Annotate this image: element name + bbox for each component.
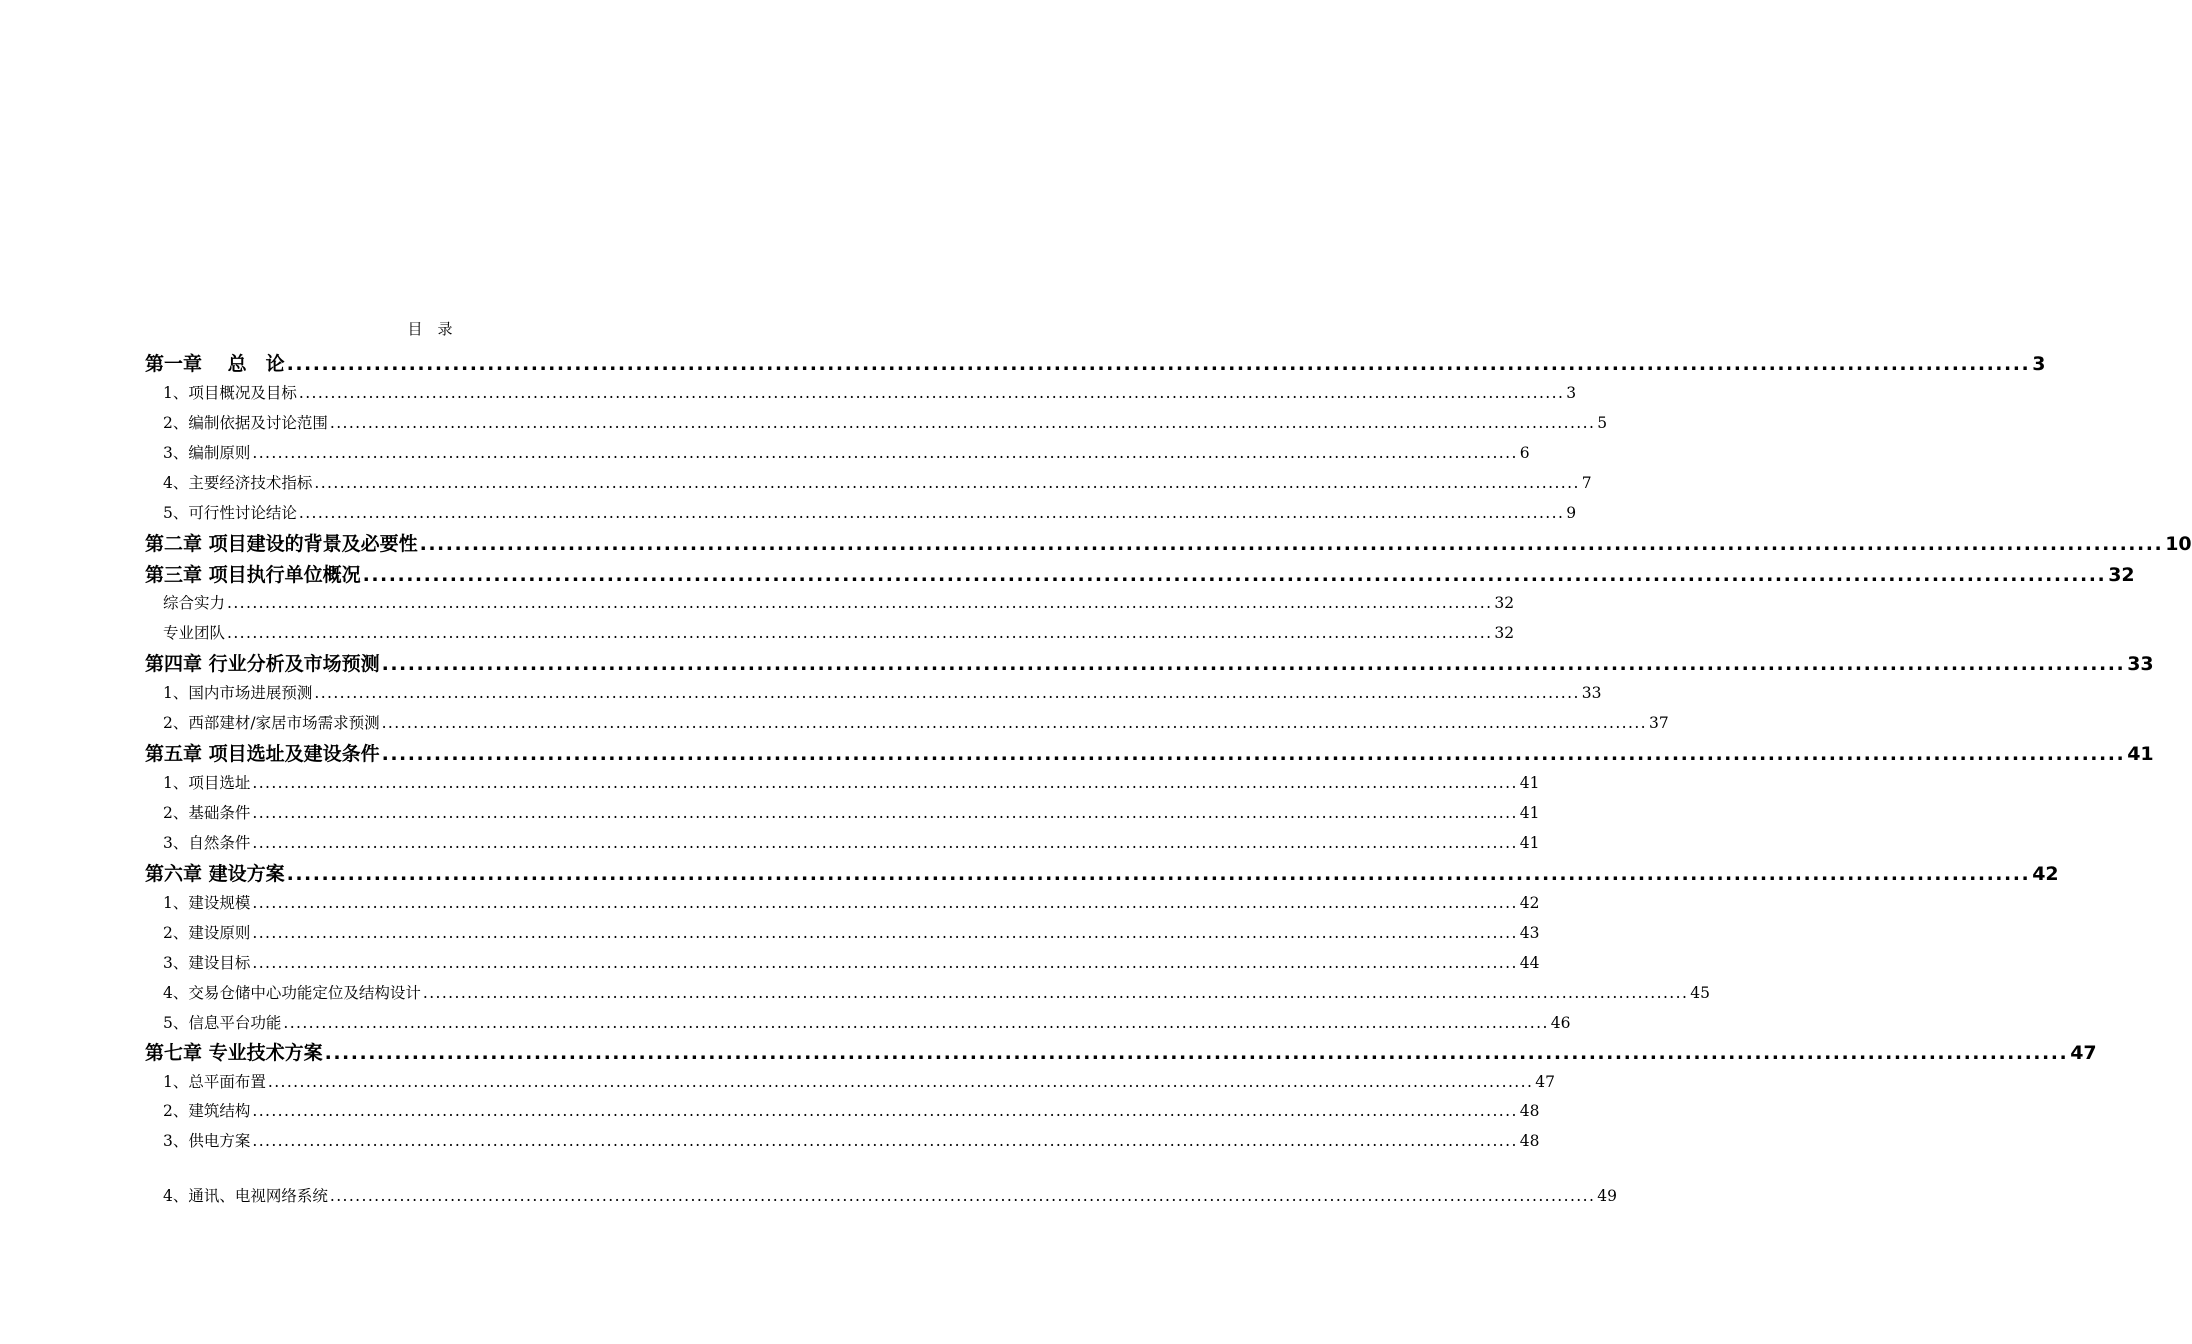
toc-page-number: 6 <box>1519 444 1530 462</box>
toc-page-number: 33 <box>1581 684 1602 702</box>
toc-entry-label: 1、项目概况及目标 <box>163 384 297 402</box>
toc-section-entry[interactable] <box>163 441 1530 463</box>
toc-page-number: 41 <box>1519 804 1540 822</box>
toc-entry-label: 1、项目选址 <box>163 774 251 792</box>
toc-dot-leader: ........................................................................................................................................................................................................ <box>227 624 1493 642</box>
toc-dot-leader: ........................................................................................................................................................................................................ <box>252 774 1518 792</box>
toc-section-entry[interactable] <box>163 381 1577 403</box>
toc-entry-label: 3、自然条件 <box>163 834 251 852</box>
toc-section-entry[interactable] <box>163 681 1602 703</box>
toc-entry-label: 3、供电方案 <box>163 1132 251 1150</box>
toc-page-number: 41 <box>2127 743 2154 765</box>
toc-dot-leader: ........................................................................................................................................................................................................ <box>286 863 2031 885</box>
toc-dot-leader: ........................................................................................................................................................................................................ <box>314 684 1580 702</box>
toc-dot-leader: ........................................................................................................................................................................................................ <box>381 714 1647 732</box>
toc-entry-label: 3、建设目标 <box>163 954 251 972</box>
toc-section-entry[interactable] <box>163 1070 1556 1092</box>
toc-entry-label: 2、西部建材/家居市场需求预测 <box>163 714 380 732</box>
toc-dot-leader: ........................................................................................................................................................................................................ <box>252 444 1518 462</box>
toc-chapter-entry[interactable] <box>145 349 2046 376</box>
toc-section-entry[interactable] <box>163 981 1711 1003</box>
toc-dot-leader: ........................................................................................................................................................................................................ <box>362 564 2107 586</box>
toc-section-entry[interactable] <box>163 411 1608 433</box>
toc-page-number: 37 <box>1649 714 1669 732</box>
toc-page-number: 43 <box>1519 924 1540 942</box>
toc-dot-leader: ........................................................................................................................................................................................................ <box>252 834 1518 852</box>
toc-entry-label: 第一章 总 论 <box>145 353 285 375</box>
toc-dot-leader: ........................................................................................................................................................................................................ <box>422 984 1689 1002</box>
toc-page-number: 42 <box>1519 894 1540 912</box>
toc-title-text: 目 录 <box>407 320 453 338</box>
toc-dot-leader: ........................................................................................................................................................................................................ <box>286 353 2031 375</box>
toc-section-entry[interactable] <box>163 801 1540 823</box>
toc-dot-leader: ........................................................................................................................................................................................................ <box>252 954 1518 972</box>
toc-page-number: 41 <box>1519 834 1540 852</box>
toc-page-number: 33 <box>2127 653 2154 675</box>
toc-chapter-entry[interactable] <box>145 859 2059 886</box>
toc-chapter-entry[interactable] <box>145 649 2154 676</box>
toc-chapter-entry[interactable] <box>145 529 2192 556</box>
toc-entry-label: 第六章 建设方案 <box>145 863 285 885</box>
toc-page-number: 42 <box>2032 863 2059 885</box>
toc-section-entry[interactable] <box>163 471 1592 493</box>
toc-chapter-entry[interactable] <box>145 1038 2097 1065</box>
toc-dot-leader: ........................................................................................................................................................................................................ <box>381 743 2126 765</box>
toc-entry-label: 第四章 行业分析及市场预测 <box>145 653 380 675</box>
toc-entry-label: 3、编制原则 <box>163 444 251 462</box>
toc-page-number: 48 <box>1519 1102 1540 1120</box>
toc-dot-leader: ........................................................................................................................................................................................................ <box>314 474 1580 492</box>
toc-entry-label: 第五章 项目选址及建设条件 <box>145 743 380 765</box>
toc-page-number: 47 <box>1535 1073 1556 1091</box>
toc-entry-label: 专业团队 <box>163 624 226 642</box>
toc-section-entry[interactable] <box>163 711 1669 733</box>
toc-entry-label: 4、通讯、电视网络系统 <box>163 1187 328 1205</box>
toc-dot-leader: ........................................................................................................................................................................................................ <box>381 653 2126 675</box>
toc-dot-leader: ........................................................................................................................................................................................................ <box>298 504 1565 522</box>
toc-page-number: 49 <box>1597 1187 1618 1205</box>
toc-dot-leader: ........................................................................................................................................................................................................ <box>252 894 1518 912</box>
toc-section-entry[interactable] <box>163 501 1577 523</box>
toc-page-number: 3 <box>2032 353 2046 375</box>
toc-section-entry[interactable] <box>163 1129 1540 1151</box>
toc-section-entry[interactable] <box>163 831 1540 853</box>
toc-page-number: 3 <box>1566 384 1577 402</box>
toc-section-entry[interactable] <box>163 951 1540 973</box>
toc-page-number: 47 <box>2070 1042 2097 1064</box>
toc-dot-leader: ........................................................................................................................................................................................................ <box>227 594 1493 612</box>
toc-entry-label: 2、编制依据及讨论范围 <box>163 414 328 432</box>
toc-dot-leader: ........................................................................................................................................................................................................ <box>252 1132 1518 1150</box>
toc-entry-label: 5、信息平台功能 <box>163 1014 282 1032</box>
toc-section-entry[interactable] <box>163 621 1515 643</box>
toc-entry-label: 2、建设原则 <box>163 924 251 942</box>
toc-section-entry[interactable] <box>163 771 1540 793</box>
toc-entry-label: 4、主要经济技术指标 <box>163 474 313 492</box>
toc-dot-leader: ........................................................................................................................................................................................................ <box>252 924 1518 942</box>
toc-section-entry[interactable] <box>163 1099 1540 1121</box>
toc-section-entry[interactable] <box>163 921 1540 943</box>
toc-page-number: 32 <box>1494 624 1515 642</box>
toc-entry-label: 第三章 项目执行单位概况 <box>145 564 361 586</box>
toc-page-number: 48 <box>1519 1132 1540 1150</box>
toc-entry-label: 4、交易仓储中心功能定位及结构设计 <box>163 984 421 1002</box>
toc-page-number: 9 <box>1566 504 1577 522</box>
toc-dot-leader: ........................................................................................................................................................................................................ <box>267 1073 1534 1091</box>
toc-entry-label: 1、总平面布置 <box>163 1073 266 1091</box>
toc-dot-leader: ........................................................................................................................................................................................................ <box>252 804 1518 822</box>
toc-dot-leader: ........................................................................................................................................................................................................ <box>298 384 1565 402</box>
toc-page-number: 32 <box>1494 594 1515 612</box>
toc-entry-label: 2、建筑结构 <box>163 1102 251 1120</box>
toc-dot-leader: ........................................................................................................................................................................................................ <box>324 1042 2069 1064</box>
toc-entry-label: 2、基础条件 <box>163 804 251 822</box>
toc-section-entry[interactable] <box>163 1184 1618 1206</box>
toc-dot-leader: ........................................................................................................................................................................................................ <box>419 533 2164 555</box>
toc-entry-label: 综合实力 <box>163 594 226 612</box>
toc-page-number: 5 <box>1597 414 1608 432</box>
toc-section-entry[interactable] <box>163 1011 1571 1033</box>
toc-section-entry[interactable] <box>163 591 1515 613</box>
toc-page-number: 32 <box>2108 564 2135 586</box>
toc-entry-label: 第七章 专业技术方案 <box>145 1042 323 1064</box>
toc-chapter-entry[interactable] <box>145 560 2135 587</box>
toc-entry-label: 1、建设规模 <box>163 894 251 912</box>
toc-page-number: 44 <box>1519 954 1540 972</box>
toc-entry-label: 第二章 项目建设的背景及必要性 <box>145 533 418 555</box>
toc-dot-leader: ........................................................................................................................................................................................................ <box>252 1102 1518 1120</box>
toc-page-number: 10 <box>2165 533 2192 555</box>
toc-section-entry[interactable] <box>163 891 1540 913</box>
toc-dot-leader: ........................................................................................................................................................................................................ <box>329 414 1596 432</box>
toc-entry-label: 1、国内市场进展预测 <box>163 684 313 702</box>
toc-page-number: 46 <box>1550 1014 1571 1032</box>
toc-page-number: 41 <box>1519 774 1540 792</box>
toc-page-number: 45 <box>1690 984 1711 1002</box>
toc-dot-leader: ........................................................................................................................................................................................................ <box>329 1187 1596 1205</box>
toc-entry-label: 5、可行性讨论结论 <box>163 504 297 522</box>
toc-chapter-entry[interactable] <box>145 739 2154 766</box>
toc-page-number: 7 <box>1581 474 1592 492</box>
toc-dot-leader: ........................................................................................................................................................................................................ <box>283 1014 1549 1032</box>
